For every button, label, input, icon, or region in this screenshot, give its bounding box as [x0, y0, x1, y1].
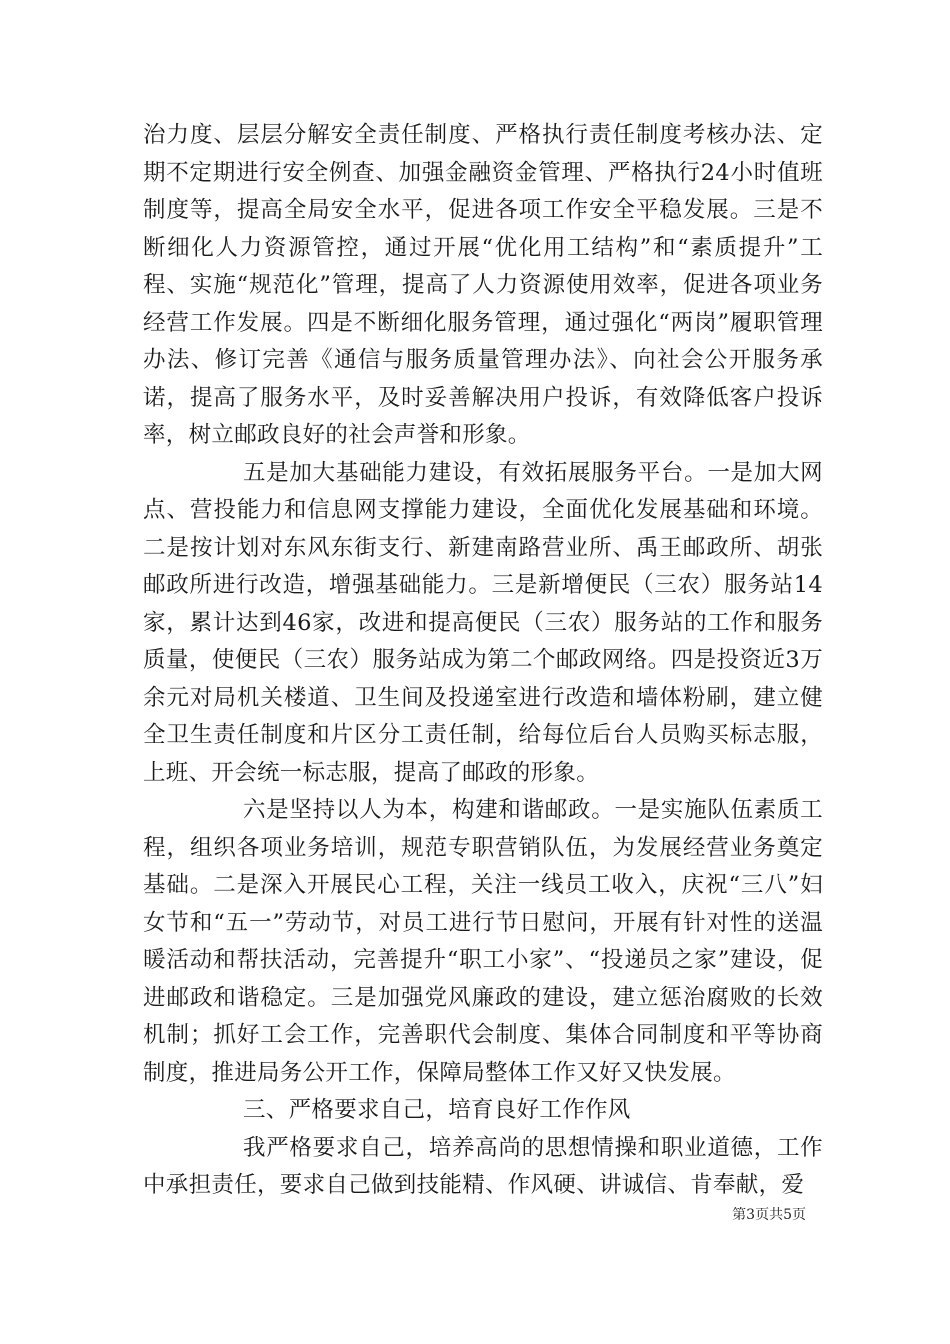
paragraph-six: 六是坚持以人为本，构建和谐邮政。一是实施队伍素质工程，组织各项业务培训，规范专职营销队伍，为发展经营业务奠定基础。二是深入开展民心工程，关注一线员工收入，庆祝“三八”妇女节和“五一”劳动节，对员工进行节日慰问，开展有针对性的送温暖活动和帮扶活动，完善提升“职工小家”、“投递员之家”建设，促进邮政和谐稳定。三是加强党风廉政的建设，建立惩治腐败的长效机制；抓好工会工作，完善职代会制度、集体合同制度和平等协商制度，推进局务公开工作，保障局整体工作又好又快发展。 [143, 797, 823, 1086]
section-heading: 三、严格要求自己，培育良好工作作风 [243, 1097, 631, 1123]
paragraph-continued: 治力度、层层分解安全责任制度、严格执行责任制度考核办法、定期不定期进行安全例查、加强金融资金管理、严格执行24小时值班制度等，提高全局安全水平，促进各项工作安全平稳发展。三是不断细化人力资源管控，通过开展“优化用工结构”和“素质提升”工程、实施“规范化”管理，提高了人力资源使用效率，促进各项业务经营工作发展。四是不断细化服务管理，通过强化“两岗”履职管理办法、修订完善《通信与服务质量管理办法》、向社会公开服务承诺，提高了服务水平，及时妥善解决用户投诉，有效降低客户投诉率，树立邮政良好的社会声誉和形象。 [143, 122, 823, 448]
page-footer: 第3页共5页 [732, 1207, 806, 1223]
document-body [143, 117, 823, 1205]
paragraph-five: 五是加大基础能力建设，有效拓展服务平台。一是加大网点、营投能力和信息网支撑能力建设，全面优化发展基础和环境。二是按计划对东风东街支行、新建南路营业所、禹王邮政所、胡张邮政所进行改造，增强基础能力。三是新增便民（三农）服务站14家，累计达到46家，改进和提高便民（三农）服务站的工作和服务质量，使便民（三农）服务站成为第二个邮政网络。四是投资近3万余元对局机关楼道、卫生间及投递室进行改造和墙体粉刷，建立健全卫生责任制度和片区分工责任制，给每位后台人员购买标志服，上班、开会统一标志服，提高了邮政的形象。 [143, 459, 823, 786]
paragraph-final: 我严格要求自己，培养高尚的思想情操和职业道德，工作中承担责任，要求自己做到技能精、作风硬、讲诚信、肯奉献，爱 [143, 1134, 823, 1198]
